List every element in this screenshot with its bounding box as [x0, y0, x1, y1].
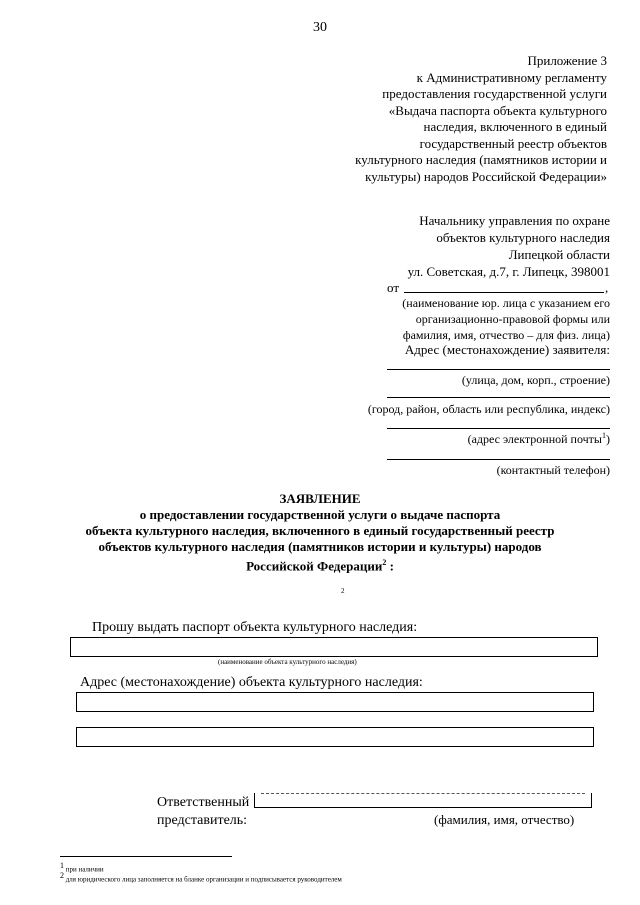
- object-name-input[interactable]: [70, 637, 598, 657]
- addressee-line: Начальнику управления по охране: [419, 213, 610, 228]
- object-address-input-1[interactable]: [76, 692, 594, 712]
- email-field[interactable]: [387, 428, 610, 429]
- statement-heading: ЗАЯВЛЕНИЕ: [279, 491, 361, 506]
- object-address-input-2[interactable]: [76, 727, 594, 747]
- statement-title: [0, 491, 640, 574]
- appendix-line: наследия, включенного в единый: [423, 119, 607, 134]
- applicant-name-field[interactable]: [404, 292, 604, 293]
- name-hint: (фамилия, имя, отчество): [434, 812, 575, 827]
- appendix-line: Приложение 3: [527, 53, 607, 68]
- object-name-hint: (наименование объекта культурного наследия): [218, 658, 357, 666]
- appendix-line: к Административному регламенту: [416, 69, 607, 85]
- appendix-line: культурного наследия (памятников истории и: [355, 152, 607, 167]
- field-dashed-top: [261, 793, 585, 794]
- phone-hint: (контактный телефон): [496, 463, 610, 477]
- page-number: 30: [313, 20, 327, 35]
- appendix-header: [307, 53, 607, 185]
- footnote-ref-1: 1: [602, 431, 606, 440]
- appendix-line: «Выдача паспорта объекта культурного: [388, 102, 607, 118]
- footnote-1: $^1$ при наличии: [60, 861, 104, 874]
- phone-field[interactable]: [387, 459, 610, 460]
- responsible-label: Ответственный: [157, 795, 250, 810]
- addressee-line: ул. Советская, д.7, г. Липецк, 398001: [407, 264, 610, 279]
- appendix-line: предоставления государственной услуги: [382, 86, 607, 101]
- footnote-separator: [60, 856, 232, 857]
- statement-line: объектов культурного наследия (памятников истории и культуры) народов: [98, 539, 542, 554]
- statement-line: Российской Федерации$^2$ :: [246, 558, 394, 574]
- statement-line: о предоставлении государственной услуги о выдаче паспорта: [139, 507, 501, 522]
- footnote-ref-2: 2: [382, 558, 387, 567]
- applicant-hint: (наименование юр. лица с указанием его: [402, 296, 610, 310]
- applicant-hint: фамилия, имя, отчество – для физ. лица): [402, 328, 610, 342]
- city-hint: (город, район, область или республика, индекс): [367, 402, 610, 416]
- appendix-line: культуры) народов Российской Федерации»: [365, 168, 607, 184]
- statement-line: объекта культурного наследия, включенного в единый государственный реестр: [85, 523, 555, 538]
- email-hint: (адрес электронной почты$^1$): [467, 431, 610, 446]
- footnote-2: $^2$ для юридического лица заполняется на бланке организации и подписывается руководителем: [60, 871, 342, 884]
- applicant-address-label: Адрес (местонахождение) заявителя:: [404, 342, 610, 357]
- responsible-name-field[interactable]: [254, 793, 592, 808]
- applicant-hint: организационно-правовой формы или: [415, 312, 610, 326]
- footnote-mark: 2: [341, 587, 345, 595]
- addressee-line: Липецкой области: [508, 247, 610, 262]
- responsible-label-2: представитель:: [157, 813, 248, 828]
- from-label: от: [387, 280, 400, 295]
- request-label: Прошу выдать паспорт объекта культурного наследия:: [92, 620, 418, 635]
- city-field[interactable]: [387, 397, 610, 398]
- street-hint: (улица, дом, корп., строение): [461, 373, 610, 387]
- from-comma: ,: [605, 280, 609, 295]
- appendix-line: государственный реестр объектов: [419, 135, 607, 151]
- object-address-label: Адрес (местонахождение) объекта культурного наследия:: [80, 675, 423, 690]
- addressee-line: объектов культурного наследия: [436, 230, 610, 245]
- street-field[interactable]: [387, 369, 610, 370]
